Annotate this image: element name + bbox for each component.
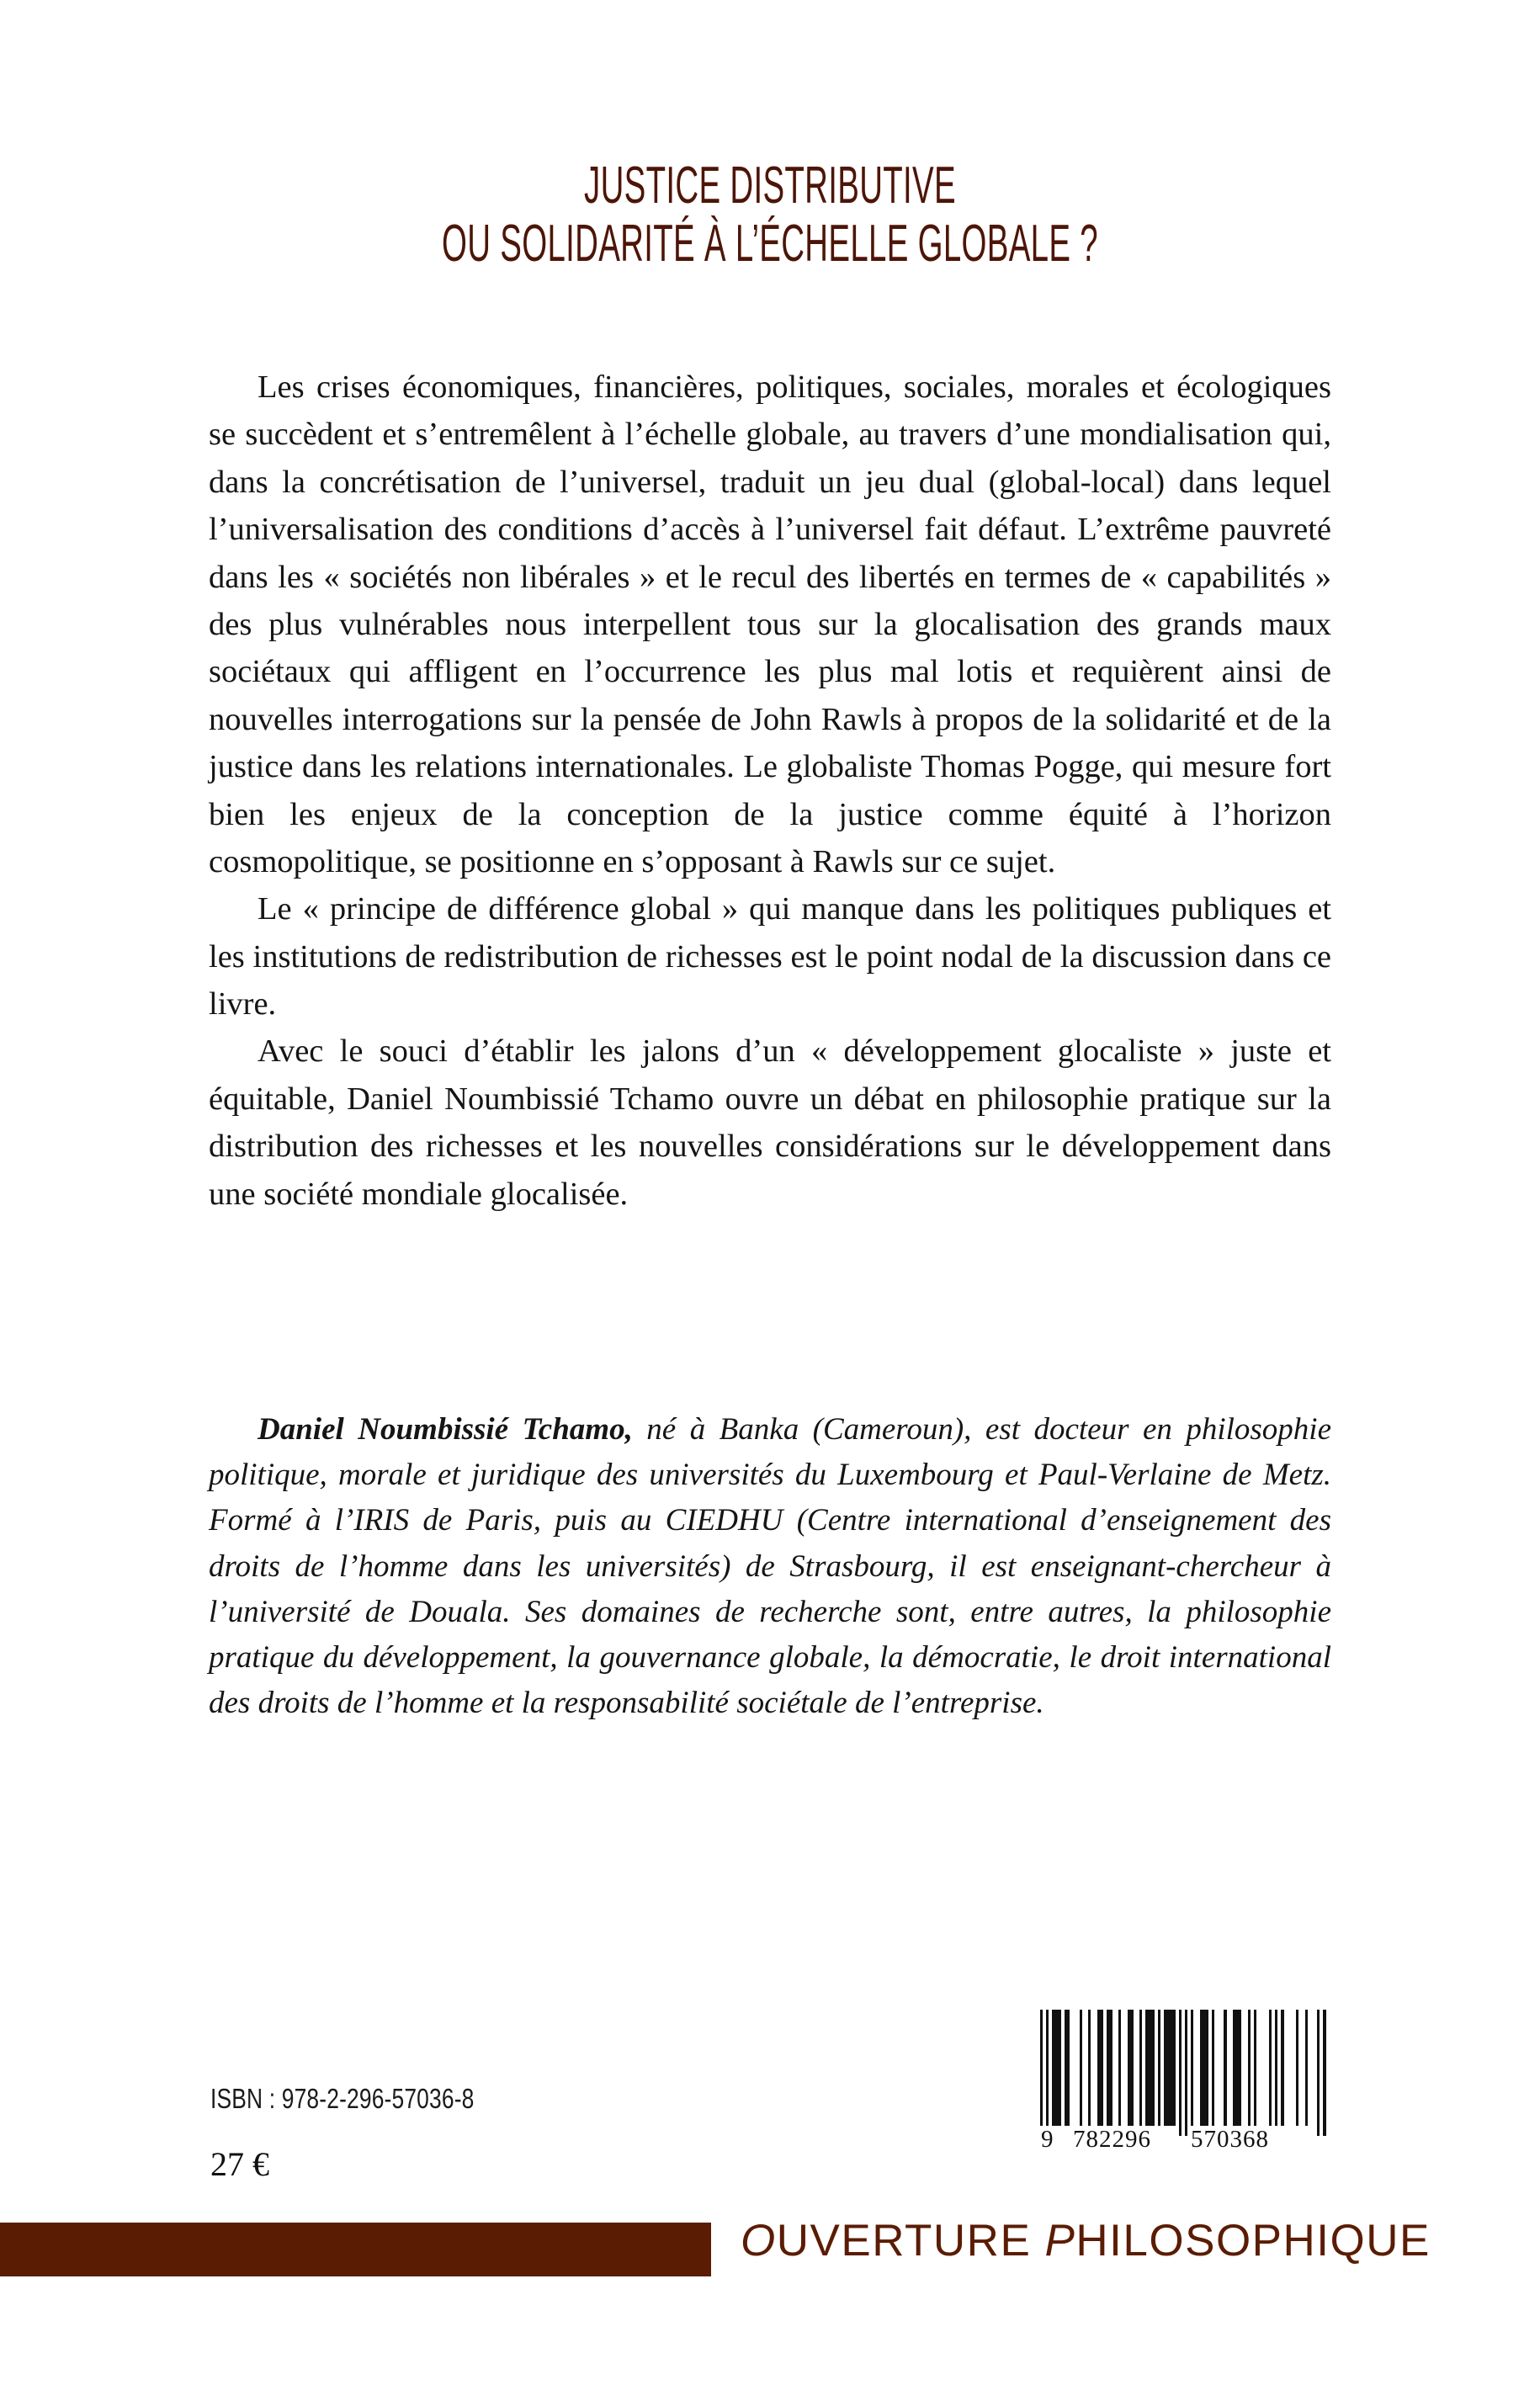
author-name: Daniel Noumbissié Tchamo, — [258, 1412, 633, 1447]
description-paragraph-1: Les crises économiques, financières, politiques, sociales, morales et écologiques se succèdent et s’entremêlent à l’échelle globale, au travers d’une mondialisation qui, dans la concrétisation de l’universel, traduit un jeu dual (global-local) dans lequel l’universalisation des conditions d’accès à l’universel fait défaut. L’extrême pauvreté dans les « sociétés non libérales » et le recul des libertés en termes de « capabilités » des plus vulnérables nous interpellent tous sur la glocalisation des grands maux sociétaux qui affligent en l’occurrence les plus mal lotis et requièrent ainsi de nouvelles interrogations sur la pensée de John Rawls à propos de la solidarité et de la justice dans les relations internationales. Le globaliste Thomas Pogge, qui mesure fort bien les enjeux de la conception de la justice comme équité à l’horizon cosmopolitique, se positionne en s’opposant à Rawls sur ce sujet. — [209, 369, 1331, 879]
collection-name — [741, 2215, 1431, 2266]
ean13-barcode — [1040, 2010, 1326, 2165]
biography-text: né à Banka (Cameroun), est docteur en philosophie politique, morale et juridique des universités du Luxembourg et Paul-Verlaine de Metz. Formé à l’IRIS de Paris, puis au CIEDHU (Centre international d’enseignement des droits de l’homme dans les universités) de Strasbourg, il est enseignant-chercheur à l’université de Douala. Ses domaines de recherche sont, entre autres, la philosophie pratique du développement, la gouvernance globale, la démocratie, le droit international des droits de l’homme et la responsabilité sociétale de l’entreprise. — [209, 1412, 1331, 1721]
title-line-2: OU SOLIDARITÉ À L’ÉCHELLE GLOBALE ? — [442, 215, 1098, 274]
biography-paragraph — [209, 1407, 1331, 1726]
collection-word1-rest: UVERTURE — [776, 2216, 1032, 2265]
collection-word2-rest: HILOSOPHIQUE — [1075, 2216, 1431, 2265]
book-description — [209, 364, 1331, 1218]
barcode-left-group: 782296 — [1073, 2126, 1151, 2153]
brand-bar — [0, 2223, 711, 2276]
title-line-1: JUSTICE DISTRIBUTIVE — [584, 157, 956, 215]
barcode-digits — [1040, 2126, 1326, 2156]
isbn-label: ISBN : 978-2-296-57036-8 — [210, 2083, 475, 2114]
page-title — [422, 157, 1118, 274]
author-biography — [209, 1407, 1331, 1726]
collection-word1-initial: O — [741, 2216, 777, 2265]
price-label: 27 € — [210, 2145, 269, 2183]
collection-word2-initial: P — [1044, 2216, 1076, 2265]
description-paragraph-2: Le « principe de différence global » qui manque dans les politiques publiques et les institutions de redistribution de richesses est le point nodal de la discussion dans ce livre. — [209, 891, 1331, 1023]
barcode-lead-digit: 9 — [1041, 2126, 1054, 2153]
description-paragraph-3: Avec le souci d’établir les jalons d’un « développement glocaliste » juste et équitable, Daniel Noumbissié Tchamo ouvre un débat en philosophie pratique sur la distribution des richesses et les nouvelles considérations sur le développement dans une société mondiale glocalisée. — [209, 1033, 1331, 1212]
barcode-bars — [1040, 2010, 1326, 2136]
barcode-right-group: 570368 — [1191, 2126, 1269, 2153]
